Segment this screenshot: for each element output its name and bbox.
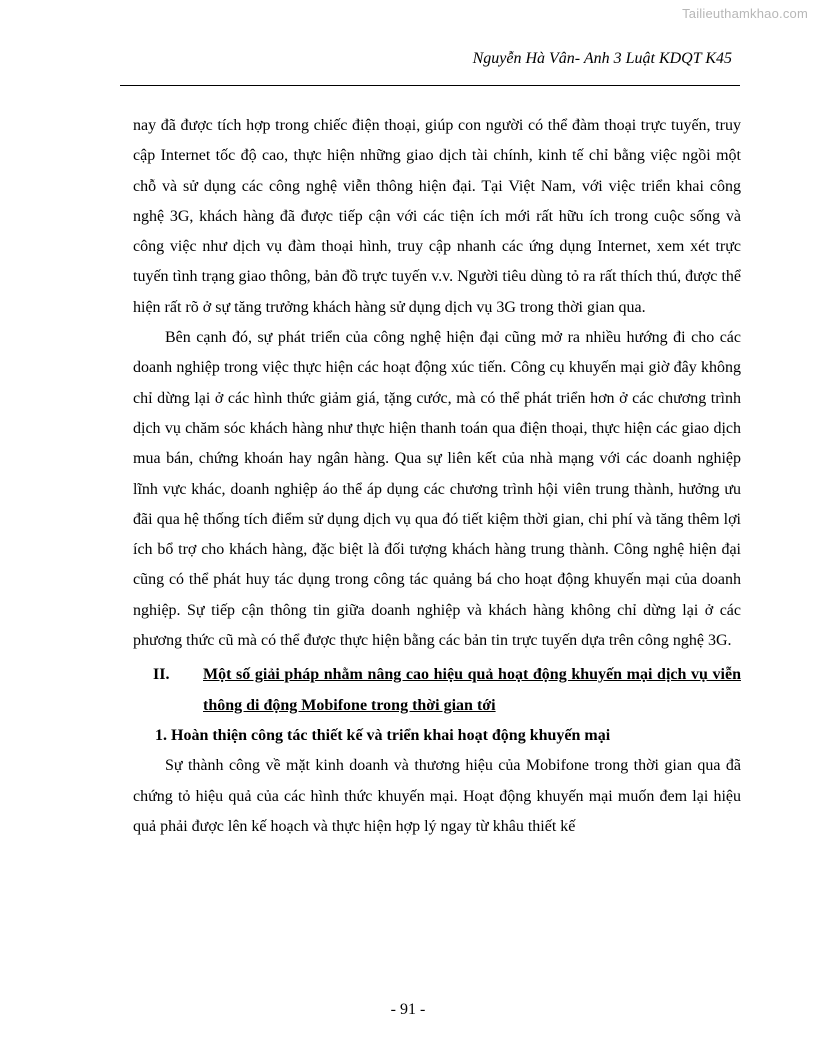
paragraph-final: Sự thành công về mặt kinh doanh và thương hiệu của Mobifone trong thời gian qua đã chứng tỏ hiệu quả của các hình thức khuyến mại. Hoạt động khuyến mại muốn đem lại hiệu quả phải được lên kế hoạch và thực hiện hợp lý ngay từ khâu thiết kế [133, 757, 741, 835]
section-title: Một số giải pháp nhằm nâng cao hiệu quả hoạt động khuyến mại dịch vụ viễn thông di động Mobifone trong thời gian tới [203, 666, 741, 714]
section-heading [133, 660, 741, 721]
header-title: Nguyễn Hà Vân- Anh 3 Luật KDQT K45 [472, 50, 732, 67]
subsection-heading [133, 721, 741, 751]
watermark: Tailieuthamkhao.com [682, 6, 808, 21]
section-number: II. [153, 666, 170, 684]
document-body [133, 111, 741, 842]
paragraph-continuation: nay đã được tích hợp trong chiếc điện thoại, giúp con người có thể đàm thoại trực tuyến, truy cập Internet tốc độ cao, thực hiện những giao dịch tài chính, kinh tế chỉ bằng việc ngồi một chỗ và sử dụng các công nghệ viễn thông hiện đại. Tại Việt Nam, với việc triển khai công nghệ 3G, khách hàng đã được tiếp cận với các tiện ích mới rất hữu ích trong cuộc sống và công việc như dịch vụ đàm thoại hình, truy cập nhanh các ứng dụng Internet, xem xét trực tuyến tình trạng giao thông, bản đồ trực tuyến v.v. Người tiêu dùng tỏ ra rất thích thú, được thể hiện rất rõ ở sự tăng trưởng khách hàng sử dụng dịch vụ 3G trong thời gian qua. [133, 117, 741, 316]
page-number: - 91 - [390, 1001, 426, 1018]
paragraph-technology: Bên cạnh đó, sự phát triển của công nghệ hiện đại cũng mở ra nhiều hướng đi cho các doanh nghiệp trong việc thực hiện các hoạt động xúc tiến. Công cụ khuyến mại giờ đây không chỉ dừng lại ở các hình thức giảm giá, tặng cước, mà có thể phát triển hơn ở các chương trình dịch vụ chăm sóc khách hàng như thực hiện thanh toán qua điện thoại, thực hiện các giao dịch mua bán, chứng khoán hay ngân hàng. Qua sự liên kết của nhà mạng với các doanh nghiệp lĩnh vực khác, doanh nghiệp áo thể áp dụng các chương trình hội viên trung thành, hưởng ưu đãi qua hệ thống tích điểm sử dụng dịch vụ qua đó tiết kiệm thời gian, chi phí và tăng thêm lợi ích bổ trợ cho khách hàng, đặc biệt là đối tượng khách hàng trung thành. Công nghệ hiện đại cũng có thể phát huy tác dụng trong công tác quảng bá cho hoạt động khuyến mại của doanh nghiệp. Sự tiếp cận thông tin giữa doanh nghiệp và khách hàng không chỉ dừng lại ở các phương thức cũ mà có thể được thực hiện bằng các bản tin trực tuyến dựa trên công nghệ 3G. [133, 329, 741, 650]
header-rule [120, 85, 740, 86]
subsection-number: 1. [155, 726, 167, 744]
subsection-title: Hoàn thiện công tác thiết kế và triển khai hoạt động khuyến mại [171, 726, 611, 744]
